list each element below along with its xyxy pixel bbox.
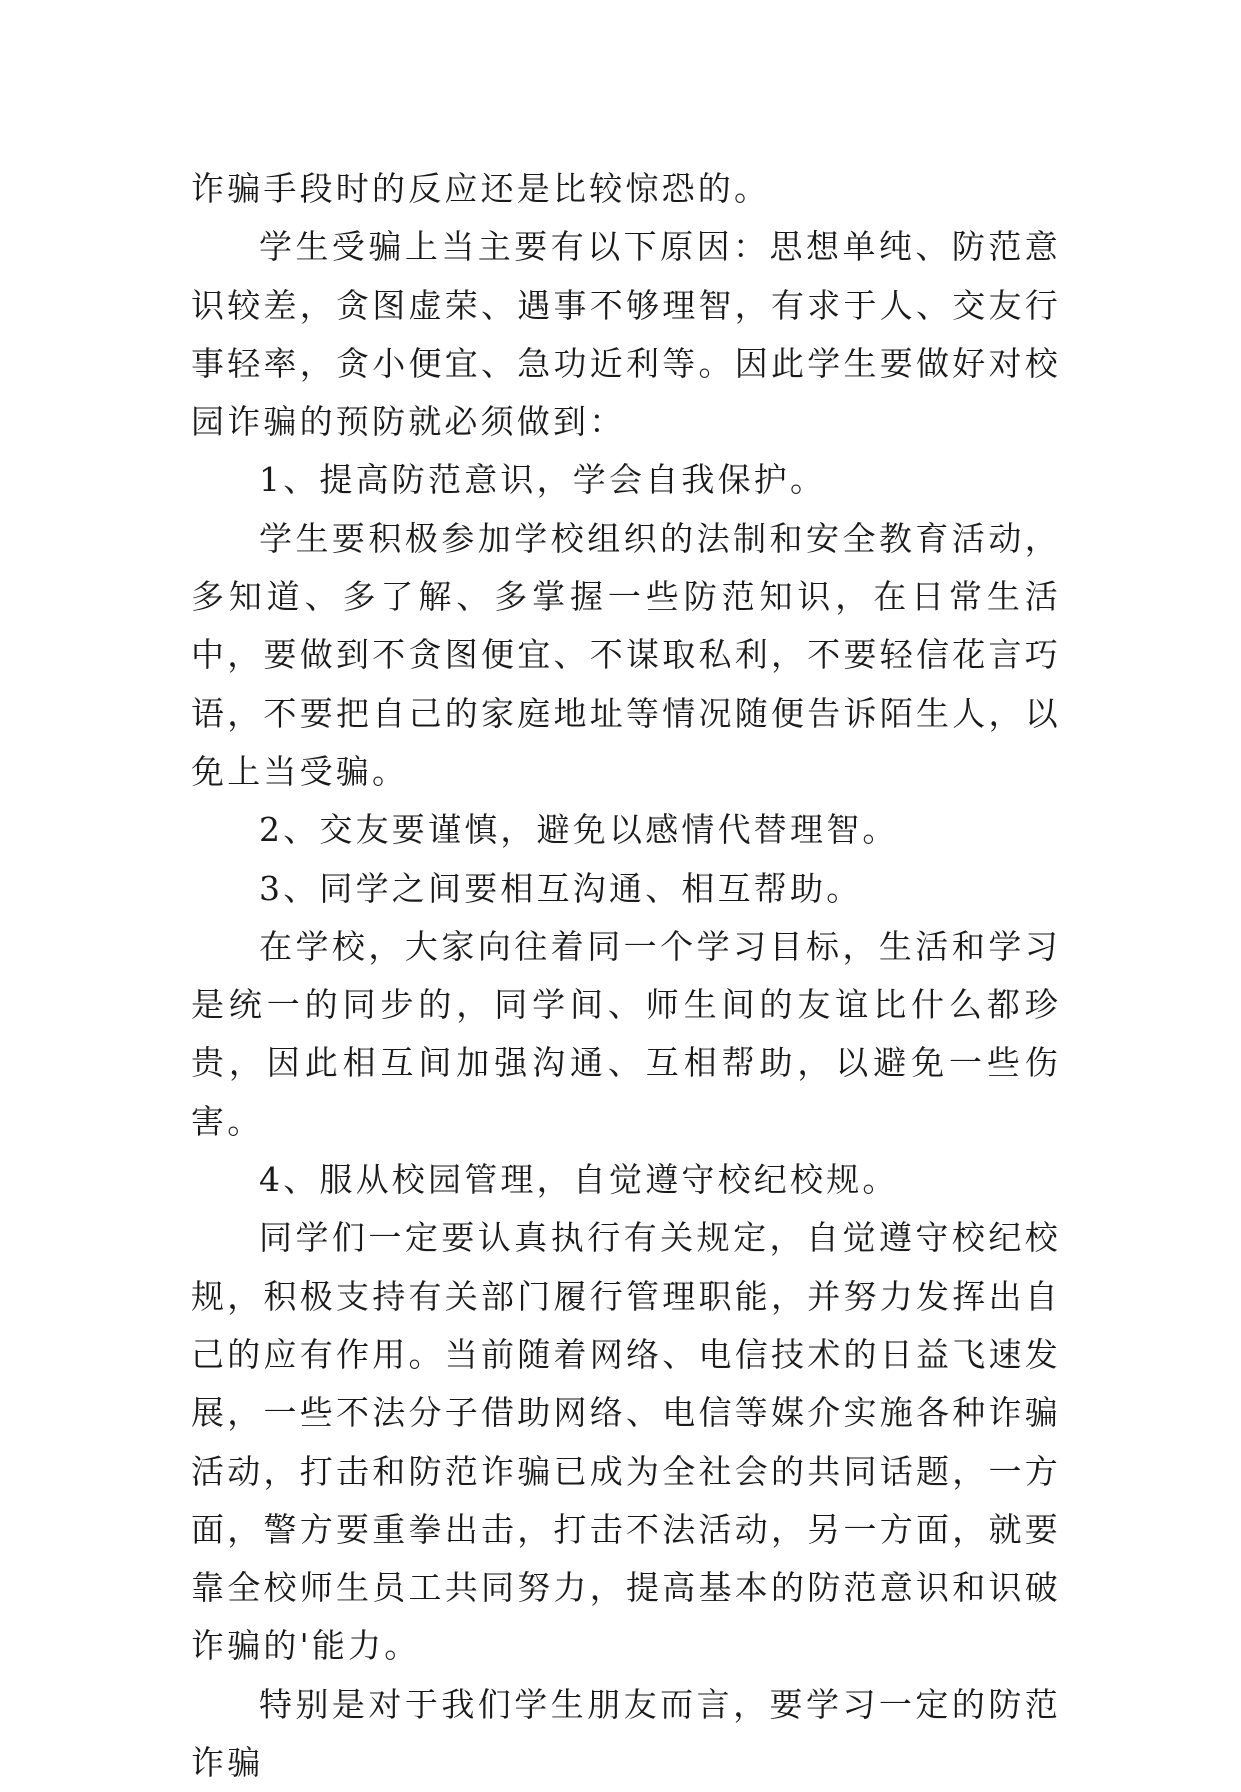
paragraph: 学生受骗上当主要有以下原因：思想单纯、防范意识较差，贪图虚荣、遇事不够理智，有求于人、交友行事轻率，贪小便宜、急功近利等。因此学生要做好对校园诈骗的预防就必须做到： — [191, 227, 1061, 442]
numbered-heading: 1、提高防范意识，学会自我保护。 — [259, 460, 827, 500]
numbered-heading: 4、服从校园管理，自觉遵守校纪校规。 — [259, 1160, 899, 1200]
paragraph: 同学们一定要认真执行有关规定，自觉遵守校纪校规，积极支持有关部门履行管理职能，并努力发挥出自己的应有作用。当前随着网络、电信技术的日益飞速发展，一些不法分子借助网络、电信等媒介实施各种诈骗活动，打击和防范诈骗已成为全社会的共同话题，一方面，警方要重拳出击，打击不法活动，另一方面，就要靠全校师生员工共同努力，提高基本的防范意识和识破诈骗的'能力。 — [191, 1218, 1061, 1666]
paragraph: 学生要积极参加学校组织的法制和安全教育活动，多知道、多了解、多掌握一些防范知识，在日常生活中，要做到不贪图便宜、不谋取私利，不要轻信花言巧语，不要把自己的家庭地址等情况随便告诉陌生人，以免上当受骗。 — [191, 518, 1061, 791]
numbered-heading: 2、交友要谨慎，避免以感情代替理智。 — [259, 810, 899, 850]
numbered-heading: 3、同学之间要相互沟通、相互帮助。 — [259, 868, 863, 908]
paragraph: 诈骗手段时的反应还是比较惊恐的。 — [191, 169, 771, 208]
paragraph: 特别是对于我们学生朋友而言，要学习一定的防范诈骗 — [191, 1684, 1061, 1783]
paragraph: 在学校，大家向往着同一个学习目标，生活和学习是统一的同步的，同学间、师生间的友谊比什么都珍贵，因此相互间加强沟通、互相帮助，以避免一些伤害。 — [191, 926, 1061, 1141]
document-body — [191, 160, 1061, 1792]
